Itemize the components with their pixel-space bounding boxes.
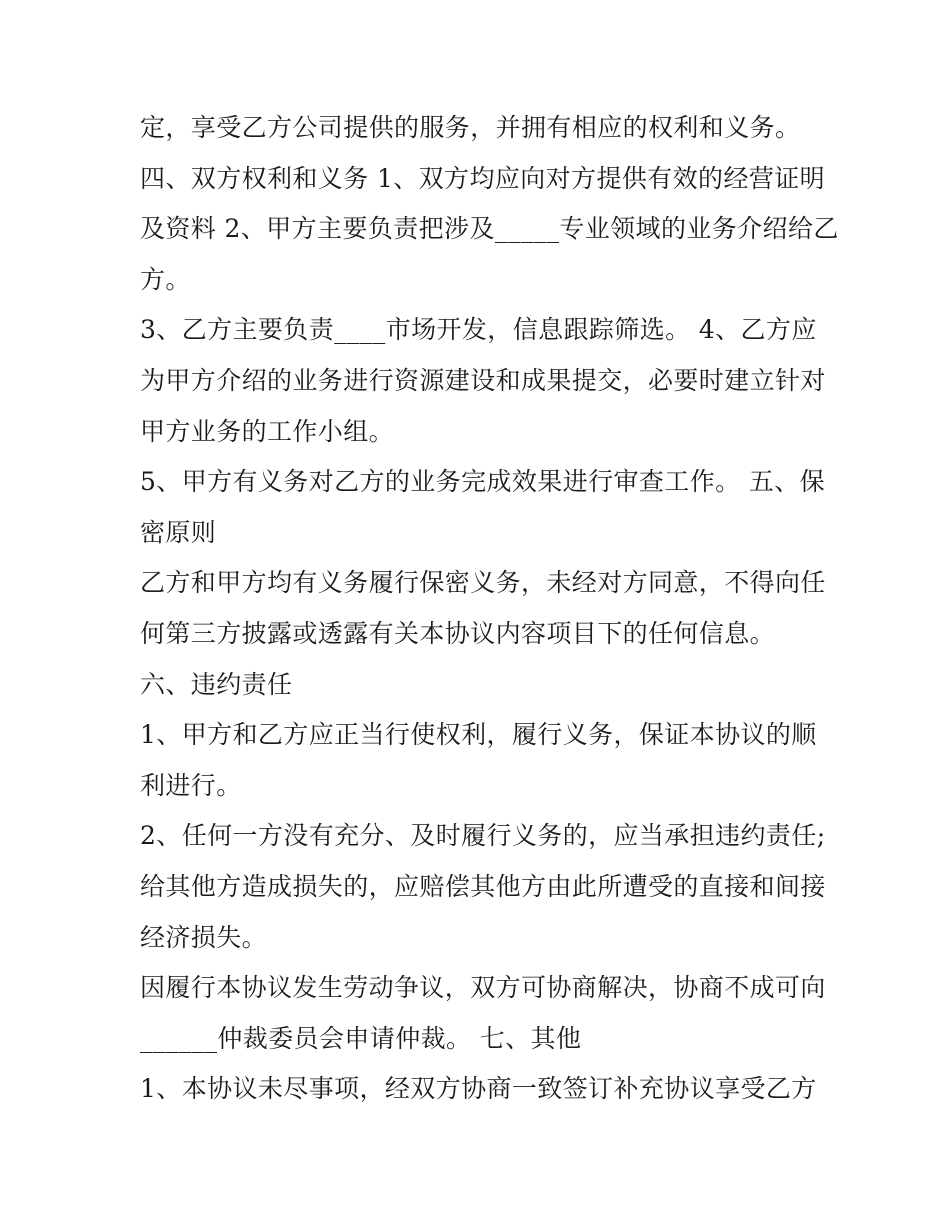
contract-text-body bbox=[140, 103, 839, 1115]
section-heading: 六、违约责任 bbox=[140, 669, 293, 699]
text-line: 3、乙方主要负责____市场开发，信息跟踪筛选。 4、乙方应 bbox=[140, 315, 817, 345]
text-line: 5、甲方有义务对乙方的业务完成效果进行审查工作。 五、保 bbox=[140, 467, 826, 497]
text-line: 2、任何一方没有充分、及时履行义务的，应当承担违约责任; bbox=[140, 821, 826, 851]
text-line: 1、甲方和乙方应正当行使权利，履行义务，保证本协议的顺 bbox=[140, 720, 817, 750]
text-line: 密原则 bbox=[140, 517, 217, 547]
text-line: 四、双方权利和义务 1、双方均应向对方提供有效的经营证明 bbox=[140, 163, 826, 193]
text-line: ______仲裁委员会申请仲裁。 七、其他 bbox=[140, 1023, 582, 1053]
text-line: 及资料 2、甲方主要负责把涉及_____专业领域的业务介绍给乙 bbox=[140, 214, 839, 244]
text-line: 给其他方造成损失的，应赔偿其他方由此所遭受的直接和间接 bbox=[140, 871, 826, 901]
text-line: 1、本协议未尽事项，经双方协商一致签订补充协议享受乙方 bbox=[140, 1074, 817, 1104]
text-line: 甲方业务的工作小组。 bbox=[140, 416, 395, 446]
text-line: 乙方和甲方均有义务履行保密义务，未经对方同意，不得向任 bbox=[140, 568, 826, 598]
text-line: 利进行。 bbox=[140, 770, 242, 800]
text-line: 为甲方介绍的业务进行资源建设和成果提交，必要时建立针对 bbox=[140, 365, 826, 395]
text-line: 因履行本协议发生劳动争议，双方可协商解决，协商不成可向 bbox=[140, 973, 826, 1003]
text-line: 定，享受乙方公司提供的服务，并拥有相应的权利和义务。 bbox=[140, 113, 801, 142]
text-line: 方。 bbox=[140, 264, 191, 294]
text-line: 何第三方披露或透露有关本协议内容项目下的任何信息。 bbox=[140, 618, 776, 648]
text-line: 经济损失。 bbox=[140, 922, 268, 952]
